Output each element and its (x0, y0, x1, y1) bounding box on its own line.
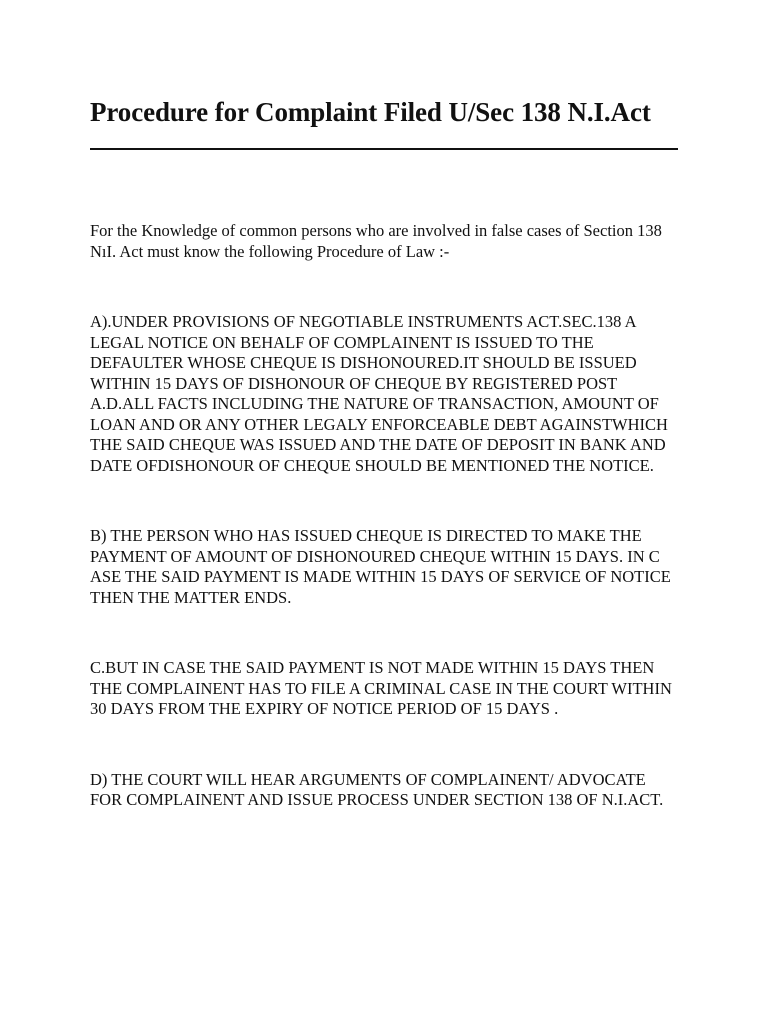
paragraph-b: B) THE PERSON WHO HAS ISSUED CHEQUE IS DIRECTED TO MAKE THE PAYMENT OF AMOUNT OF DISHONOURED CHEQUE WITHIN 15 DAYS. IN C ASE THE SAID PAYMENT IS MADE WITHIN 15 DAYS OF SERVICE OF NOTICE THEN THE MATTER ENDS. (90, 526, 671, 607)
intro-paragraph: For the Knowledge of common persons who are involved in false cases of Section 138 NıI. Act must know the following Procedure of Law :- (90, 221, 662, 261)
title-divider (90, 148, 678, 150)
paragraph-a: A).UNDER PROVISIONS OF NEGOTIABLE INSTRUMENTS ACT.SEC.138 A LEGAL NOTICE ON BEHALF OF COMPLAINENT IS ISSUED TO THE DEFAULTER WHOSE CHEQUE IS DISHONOURED.IT SHOULD BE ISSUED WITHIN 15 DAYS OF DISHONOUR OF CHEQUE BY REGISTERED POST A.D.ALL FACTS INCLUDING THE NATURE OF TRANSACTION, AMOUNT OF LOAN AND OR ANY OTHER LEGALY ENFORCEABLE DEBT AGAINSTWHICH THE SAID CHEQUE WAS ISSUED AND THE DATE OF DEPOSIT IN BANK AND DATE OFDISHONOUR OF CHEQUE SHOULD BE MENTIONED THE NOTICE. (90, 312, 668, 475)
document-title: Procedure for Complaint Filed U/Sec 138 N.I.Act (90, 97, 651, 127)
document-page (90, 94, 680, 811)
paragraph-c: C.BUT IN CASE THE SAID PAYMENT IS NOT MADE WITHIN 15 DAYS THEN THE COMPLAINENT HAS TO FILE A CRIMINAL CASE IN THE COURT WITHIN 30 DAYS FROM THE EXPIRY OF NOTICE PERIOD OF 15 DAYS . (90, 658, 672, 718)
paragraph-d: D) THE COURT WILL HEAR ARGUMENTS OF COMPLAINENT/ ADVOCATE FOR COMPLAINENT AND ISSUE PROCESS UNDER SECTION 138 OF N.I.ACT. (90, 769, 664, 809)
